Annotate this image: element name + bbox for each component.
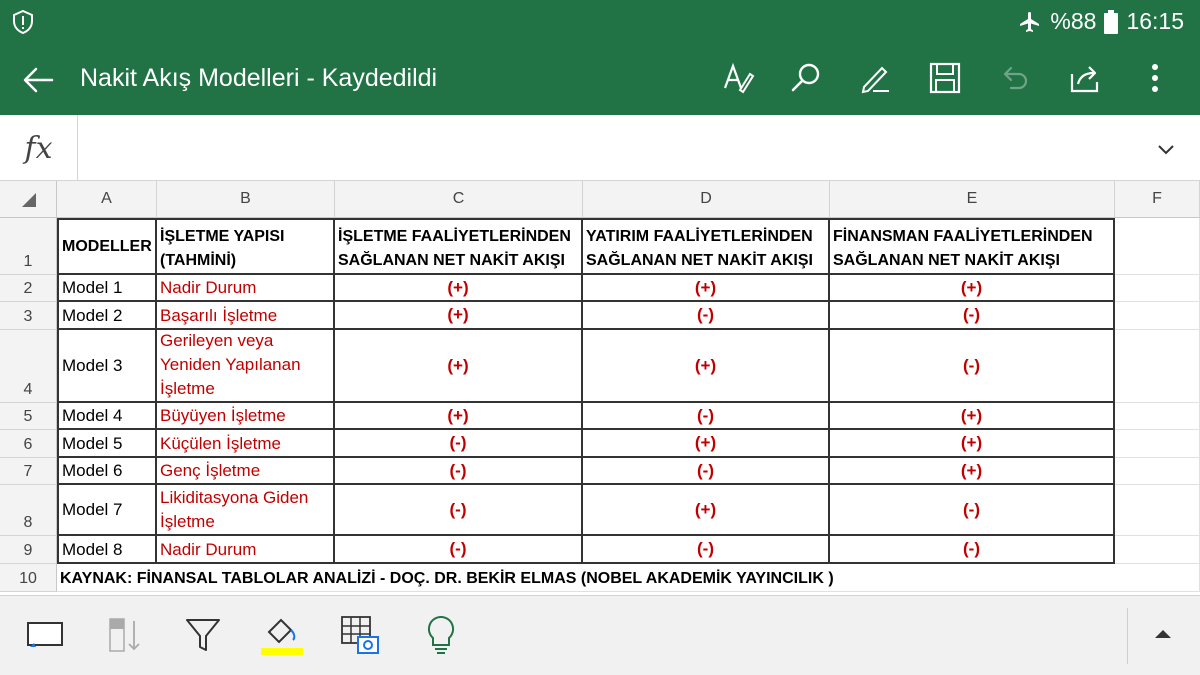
fill-bucket-icon [259,612,305,658]
model-name-cell[interactable]: Model 6 [57,458,157,485]
sort-icon [104,615,146,655]
insert-table-image-button[interactable] [337,612,383,658]
row-header-8[interactable]: 8 [0,485,57,536]
operating-cashflow-cell[interactable]: (-) [335,485,583,536]
row-header-3[interactable]: 3 [0,302,57,330]
empty-cell-f[interactable] [1115,430,1200,458]
investing-cashflow-cell[interactable]: (-) [583,536,830,564]
function-label[interactable]: fx [0,115,78,181]
row-header-2[interactable]: 2 [0,275,57,302]
investing-cashflow-cell[interactable]: (+) [583,430,830,458]
document-title: Nakit Akış Modelleri - Kaydedildi [80,64,438,92]
operating-cashflow-cell[interactable]: (-) [335,458,583,485]
chevron-down-icon[interactable] [1154,137,1178,161]
cell-select-icon [24,617,66,653]
empty-cell-f[interactable] [1115,403,1200,430]
business-structure-cell[interactable]: Gerileyen veya Yeniden Yapılanan İşletme [157,330,335,403]
undo-button[interactable] [995,58,1035,98]
row-header-4[interactable]: 4 [0,330,57,403]
column-header-e[interactable]: E [830,181,1115,218]
app-bar [0,44,1200,115]
row-header-6[interactable]: 6 [0,430,57,458]
investing-cashflow-cell[interactable]: (+) [583,330,830,403]
model-name-cell[interactable]: Model 8 [57,536,157,564]
financing-cashflow-cell[interactable]: (-) [830,330,1115,403]
business-structure-cell[interactable]: Nadir Durum [157,536,335,564]
empty-cell-f[interactable] [1115,536,1200,564]
clock: 16:15 [1126,8,1184,34]
pen-icon [857,60,893,96]
more-options-button[interactable] [1135,58,1175,98]
model-name-cell[interactable]: Model 5 [57,430,157,458]
business-structure-cell[interactable]: Likiditasyona Giden İşletme [157,485,335,536]
expand-toolbar-icon[interactable] [1155,628,1171,640]
fill-color-button[interactable] [259,612,305,658]
row-header-7[interactable]: 7 [0,458,57,485]
search-button[interactable] [786,58,826,98]
business-structure-cell[interactable]: Genç İşletme [157,458,335,485]
financing-cashflow-cell[interactable]: (+) [830,458,1115,485]
column-header-d[interactable]: D [583,181,830,218]
empty-cell-f[interactable] [1115,458,1200,485]
sort-button[interactable] [102,612,148,658]
share-icon [1067,60,1103,96]
business-structure-cell[interactable]: Nadir Durum [157,275,335,302]
column-header-c[interactable]: C [335,181,583,218]
source-citation[interactable]: KAYNAK: FİNANSAL TABLOLAR ANALİZİ - DOÇ. DR. BEKİR ELMAS (NOBEL AKADEMİK YAYINCILIK ) [57,564,1115,592]
filter-icon [183,615,223,655]
financing-cashflow-cell[interactable]: (-) [830,485,1115,536]
more-vertical-icon [1145,60,1165,96]
header-structure[interactable]: İŞLETME YAPISI (TAHMİNİ) [157,218,335,275]
financing-cashflow-cell[interactable]: (-) [830,536,1115,564]
business-structure-cell[interactable]: Başarılı İşletme [157,302,335,330]
text-format-button[interactable] [718,58,758,98]
investing-cashflow-cell[interactable]: (-) [583,458,830,485]
empty-cell-f[interactable] [1115,485,1200,536]
back-arrow-icon[interactable] [18,60,58,100]
battery-icon [1104,10,1118,34]
header-models[interactable]: MODELLER [57,218,157,275]
shield-alert-icon [12,10,34,34]
filter-button[interactable] [180,612,226,658]
operating-cashflow-cell[interactable]: (+) [335,403,583,430]
row-header-9[interactable]: 9 [0,536,57,564]
column-header-b[interactable]: B [157,181,335,218]
operating-cashflow-cell[interactable]: (+) [335,330,583,403]
model-name-cell[interactable]: Model 1 [57,275,157,302]
investing-cashflow-cell[interactable]: (+) [583,275,830,302]
formula-bar [0,115,1200,181]
select-all-icon [22,193,36,207]
financing-cashflow-cell[interactable]: (-) [830,302,1115,330]
toolbar-divider [1127,608,1128,664]
column-header-f[interactable]: F [1115,181,1200,218]
formula-input[interactable] [90,133,1120,163]
status-bar [0,0,1200,44]
empty-cell-f[interactable] [1115,302,1200,330]
investing-cashflow-cell[interactable]: (+) [583,485,830,536]
undo-icon [997,60,1033,96]
save-button[interactable] [925,58,965,98]
text-format-icon [720,60,756,96]
share-button[interactable] [1065,58,1105,98]
cell-f10[interactable] [1115,564,1200,592]
operating-cashflow-cell[interactable]: (+) [335,275,583,302]
empty-cell-f[interactable] [1115,275,1200,302]
battery-percent: %88 [1050,8,1097,34]
bottom-toolbar [0,595,1200,675]
model-name-cell[interactable]: Model 3 [57,330,157,403]
column-header-a[interactable]: A [57,181,157,218]
row-header-1[interactable]: 1 [0,218,57,275]
operating-cashflow-cell[interactable]: (-) [335,536,583,564]
operating-cashflow-cell[interactable]: (+) [335,302,583,330]
header-financing[interactable]: FİNANSMAN FAALİYETLERİNDEN SAĞLANAN NET NAKİT AKIŞI [830,218,1115,275]
financing-cashflow-cell[interactable]: (+) [830,430,1115,458]
table-camera-icon [338,613,382,657]
airplane-icon [1018,10,1042,34]
investing-cashflow-cell[interactable]: (-) [583,302,830,330]
lightbulb-icon [421,613,461,657]
business-structure-cell[interactable]: Küçülen İşletme [157,430,335,458]
header-operating[interactable]: İŞLETME FAALİYETLERİNDEN SAĞLANAN NET NAKİT AKIŞI [335,218,583,275]
investing-cashflow-cell[interactable]: (-) [583,403,830,430]
model-name-cell[interactable]: Model 4 [57,403,157,430]
cell-f1[interactable] [1115,218,1200,275]
operating-cashflow-cell[interactable]: (-) [335,430,583,458]
select-cells-button[interactable] [22,612,68,658]
select-all-corner[interactable] [0,181,57,218]
model-name-cell[interactable]: Model 2 [57,302,157,330]
row-header-10[interactable]: 10 [0,564,57,592]
financing-cashflow-cell[interactable]: (+) [830,403,1115,430]
save-icon [927,60,963,96]
model-name-cell[interactable]: Model 7 [57,485,157,536]
header-investing[interactable]: YATIRIM FAALİYETLERİNDEN SAĞLANAN NET NAKİT AKIŞI [583,218,830,275]
empty-cell-f[interactable] [1115,330,1200,403]
draw-button[interactable] [855,58,895,98]
financing-cashflow-cell[interactable]: (+) [830,275,1115,302]
ideas-button[interactable] [418,612,464,658]
search-icon [788,60,824,96]
business-structure-cell[interactable]: Büyüyen İşletme [157,403,335,430]
row-header-5[interactable]: 5 [0,403,57,430]
